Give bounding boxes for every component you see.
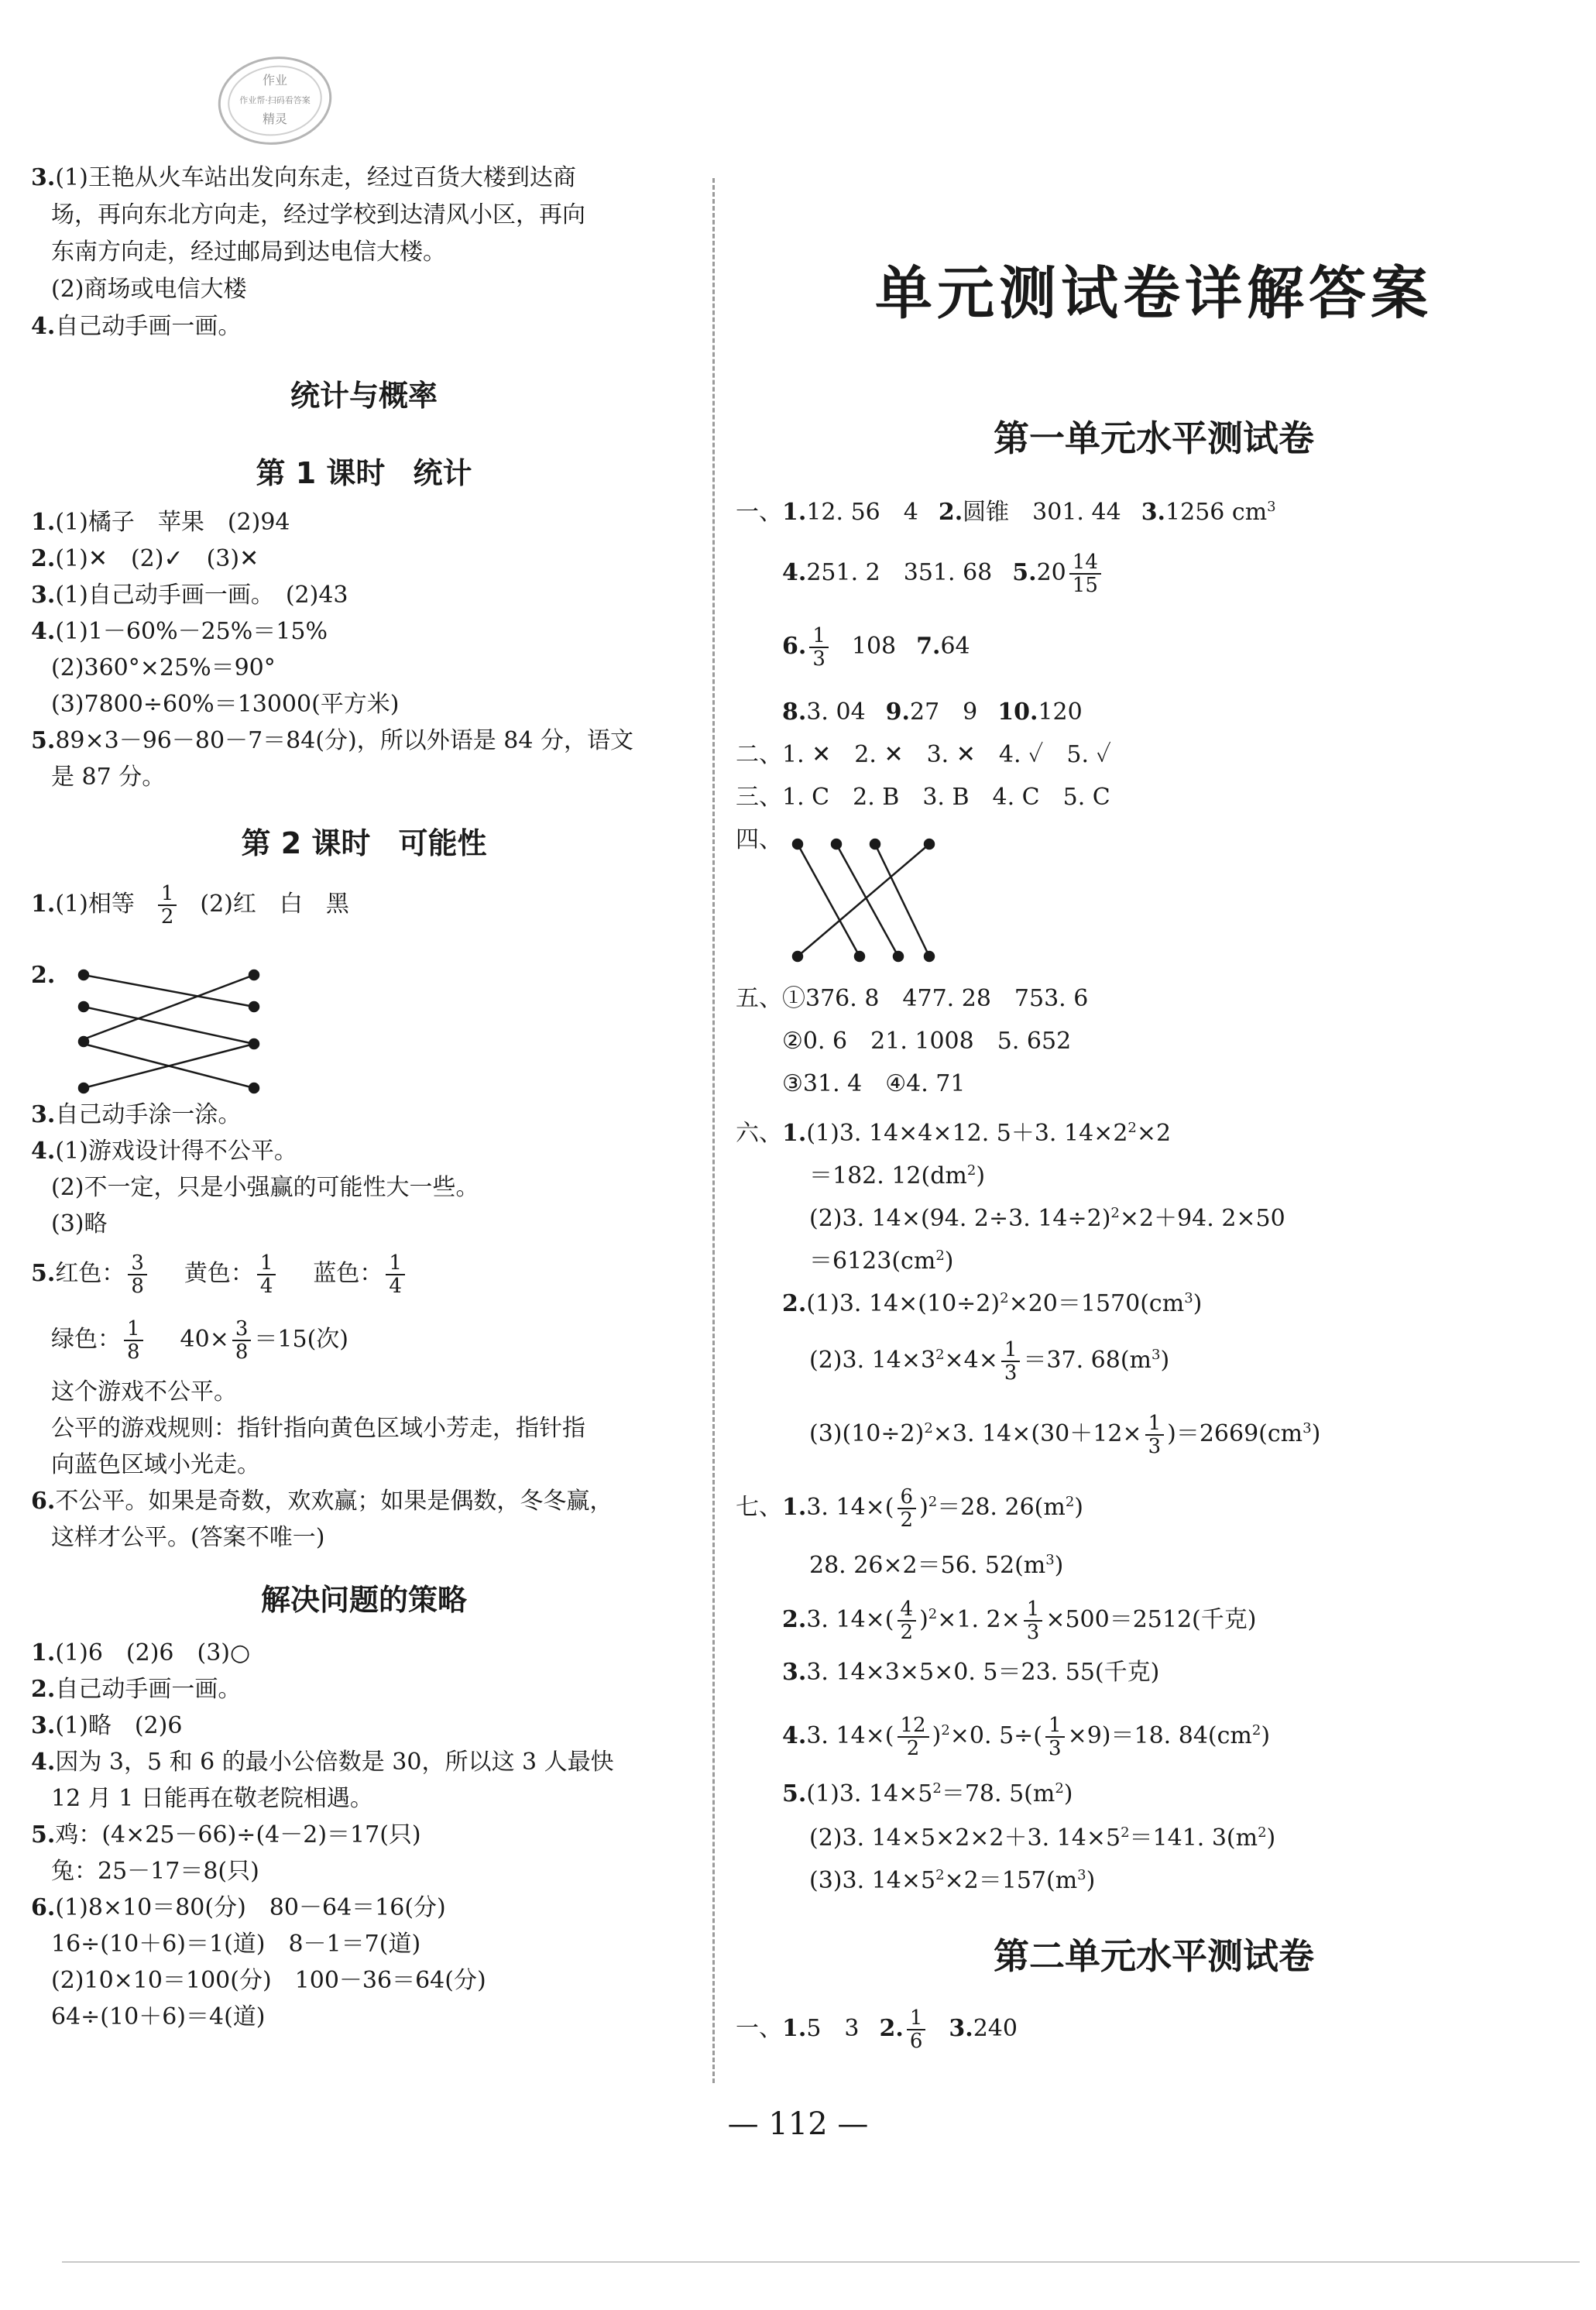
s-answer-5b: 兔：25－17＝8(只) <box>51 1858 259 1885</box>
l2-answer-3: 3.自己动手涂一涂。 <box>31 1101 242 1128</box>
lesson2-heading: 第 2 课时 可能性 <box>241 826 487 860</box>
unit1-part1-line3: 6. $\frac{1}{3}$ 108 7.64 <box>782 624 970 671</box>
matching-lines-diagram-right <box>790 836 968 968</box>
l2-answer-4b: (2)不一定，只是小强赢的可能性大一些。 <box>51 1174 479 1201</box>
s-answer-3: 3.(1)略 (2)6 <box>31 1712 183 1739</box>
l2-answer-5c: 这个游戏不公平。 <box>51 1378 237 1406</box>
lesson1-heading: 第 1 课时 统计 <box>256 456 472 490</box>
l2-answer-6b: 这样才公平。(答案不唯一) <box>51 1524 325 1551</box>
unit1-part6-2c: $(3)(10\div 2)^2\times 3$. 14×(30＋12× $\frac{1}{3}$ )$=2669(cm^3)$ <box>809 1412 1321 1458</box>
unit1-part6-1b: ＝182. $12(dm^2)$ <box>809 1162 986 1189</box>
unit1-part7-3: 3.3. 14×3×5×0. 5＝23. 55(千克) <box>782 1659 1160 1686</box>
answer-4: 4.自己动手画一画。 <box>31 313 242 340</box>
unit1-part7-4: 4.3. 14×( $\frac{12}{2}$ )$^2$×0. 5÷( $\frac{1}{3}$ ×9)＝18. $84(cm^2)$ <box>782 1714 1271 1760</box>
s-answer-4a: 4.因为 3，5 和 6 的最小公倍数是 30，所以这 3 人最快 <box>31 1749 614 1776</box>
l1-answer-4a: 4.(1)1－60%－25%＝15% <box>31 618 328 645</box>
footer-divider <box>62 2261 1580 2263</box>
s-answer-2: 2.自己动手画一画。 <box>31 1676 242 1703</box>
l2-answer-6a: 6.不公平。如果是奇数，欢欢赢；如果是偶数，冬冬赢， <box>31 1488 613 1515</box>
l1-answer-5a: 5.89×3－96－80－7＝84(分)，所以外语是 84 分，语文 <box>31 727 633 754</box>
l2-answer-4c: (3)略 <box>51 1210 108 1237</box>
unit1-part6-2a: 2.(1)3. $14\times(10\div 2)^2\times 20=1570(cm^3)$ <box>782 1290 1203 1317</box>
unit1-part7-2: 2.3. 14×( $\frac{4}{2}$ )$^2$×1. 2× $\frac{1}{3}$ ×500＝2512(千克) <box>782 1598 1257 1644</box>
fraction: $\frac{1}{2}$ <box>158 883 177 928</box>
page-number: — 112 — <box>727 2106 869 2142</box>
unit1-part7-1b: 28. 26×2＝56. $52(m^3)$ <box>809 1552 1064 1579</box>
unit1-part7-5c: (3)3. $14\times 5^2\times 2=157(m^3)$ <box>809 1867 1096 1894</box>
unit1-part4-label: 四、 <box>736 826 782 853</box>
unit1-part6-1a: 六、1.(1)3. 14×4×12. 5＋3. $14\times 2^2\times 2$ <box>736 1120 1172 1147</box>
l1-answer-3: 3.(1)自己动手画一画。 (2)43 <box>31 582 348 609</box>
l1-answer-4b: (2)360°×25%＝90° <box>51 654 276 681</box>
l2-answer-5d: 公平的游戏规则：指针指向黄色区域小芳走，指针指 <box>51 1415 585 1442</box>
corner-stamp <box>213 50 337 151</box>
unit2-part1: 一、1.5 3 2. $\frac{1}{6}$ 3.240 <box>736 2006 1018 2053</box>
l2-answer-5b: 绿色： $\frac{1}{8}$ 40× $\frac{3}{8}$ ＝15(次) <box>51 1317 348 1364</box>
unit1-part5-a: 五、①376. 8 477. 28 753. 6 <box>736 985 1089 1012</box>
answer-3-line4: (2)商场或电信大楼 <box>51 276 247 303</box>
stamp-line3: 精灵 <box>262 112 288 126</box>
unit1-part1-line2: 4.251. 2 351. 68 5.20 $\frac{14}{15}$ <box>782 546 1104 600</box>
unit1-part1-line1: 一、1.12. 56 4 2.圆锥 301. 44 3.1256 $cm^3$ <box>736 499 1276 526</box>
stamp-line1: 作业 <box>262 73 288 88</box>
section-stats-heading: 统计与概率 <box>290 379 438 413</box>
answer-3-line3: 东南方向走，经过邮局到达电信大楼。 <box>51 239 446 266</box>
unit1-part6-2b: (2)3. $14\times 3^2\times 4\times$ $\frac{1}{3}$ ＝37. $68(m^3)$ <box>809 1338 1170 1385</box>
l2-answer-5a: 5.红色： $\frac{3}{8}$ 黄色： $\frac{1}{4}$ 蓝色： $\frac{1}{4}$ <box>31 1247 408 1301</box>
l2-answer-5e: 向蓝色区域小光走。 <box>51 1451 260 1478</box>
unit1-part6-1c: (2)3. 14×(94. 2÷3. 14÷2)$^2$×2＋94. 2×50 <box>809 1205 1285 1232</box>
main-title: 单元测试卷详解答案 <box>875 260 1433 327</box>
l2-answer-1: 1.(1)相等 $\frac{1}{2}$ (2)红 白 黑 <box>31 882 349 928</box>
l1-answer-4c: (3)7800÷60%＝13000(平方米) <box>51 691 400 718</box>
l2-answer-4a: 4.(1)游戏设计得不公平。 <box>31 1138 297 1165</box>
s-answer-6b: 16÷(10＋6)＝1(道) 8－1＝7(道) <box>51 1931 421 1958</box>
matching-lines-diagram-left <box>77 964 279 1100</box>
section-strategy-heading: 解决问题的策略 <box>260 1583 467 1617</box>
unit1-part7-1a: 七、1.3. 14×( $\frac{6}{2}$ )$^2$＝28. $26(m^2)$ <box>736 1485 1083 1532</box>
unit1-title: 第一单元水平测试卷 <box>994 417 1314 459</box>
stamp-line2: 作业帮·扫码看答案 <box>239 95 311 105</box>
s-answer-5a: 5.鸡：(4×25－66)÷(4－2)＝17(只) <box>31 1821 421 1848</box>
s-answer-6d: 64÷(10＋6)＝4(道) <box>51 2003 266 2030</box>
unit1-part2: 二、1. ✕ 2. ✕ 3. ✕ 4. ✓ 5. ✓ <box>736 741 1111 768</box>
column-divider <box>712 178 715 2083</box>
unit1-part5-b: ②0. 6 21. 1008 5. 652 <box>782 1028 1072 1055</box>
unit1-part5-c: ③31. 4 ④4. 71 <box>782 1070 966 1097</box>
s-answer-4b: 12 月 1 日能再在敬老院相遇。 <box>51 1785 373 1812</box>
unit1-part7-5b: (2)3. 14×5×2×2＋3. $14\times 5^2=141$. $3(m^2)$ <box>809 1824 1276 1852</box>
s-answer-6c: (2)10×10＝100(分) 100－36＝64(分) <box>51 1967 486 1994</box>
unit1-part7-5a: 5.(1)3. $14\times 5^2=78$. $5(m^2)$ <box>782 1780 1073 1807</box>
unit1-part3: 三、1. C 2. B 3. B 4. C 5. C <box>736 784 1110 811</box>
s-answer-6a: 6.(1)8×10＝80(分) 80－64＝16(分) <box>31 1894 446 1921</box>
answer-3-line1: 3.(1)王艳从火车站出发向东走，经过百货大楼到达商 <box>31 164 576 191</box>
s-answer-1: 1.(1)6 (2)6 (3)○ <box>31 1639 251 1666</box>
unit1-part1-line4: 8.3. 04 9.27 9 10.120 <box>782 698 1083 726</box>
unit2-title: 第二单元水平测试卷 <box>994 1935 1314 1977</box>
l2-answer-2-label: 2. <box>31 962 56 989</box>
l1-answer-2: 2.(1)✕ (2)✓ (3)✕ <box>31 545 259 572</box>
l1-answer-5b: 是 87 分。 <box>51 764 166 791</box>
answer-3-line2: 场，再向东北方向走，经过学校到达清风小区，再向 <box>51 201 585 228</box>
unit1-part6-1d: $=6123(cm^2)$ <box>809 1248 954 1275</box>
l1-answer-1: 1.(1)橘子 苹果 (2)94 <box>31 509 290 536</box>
